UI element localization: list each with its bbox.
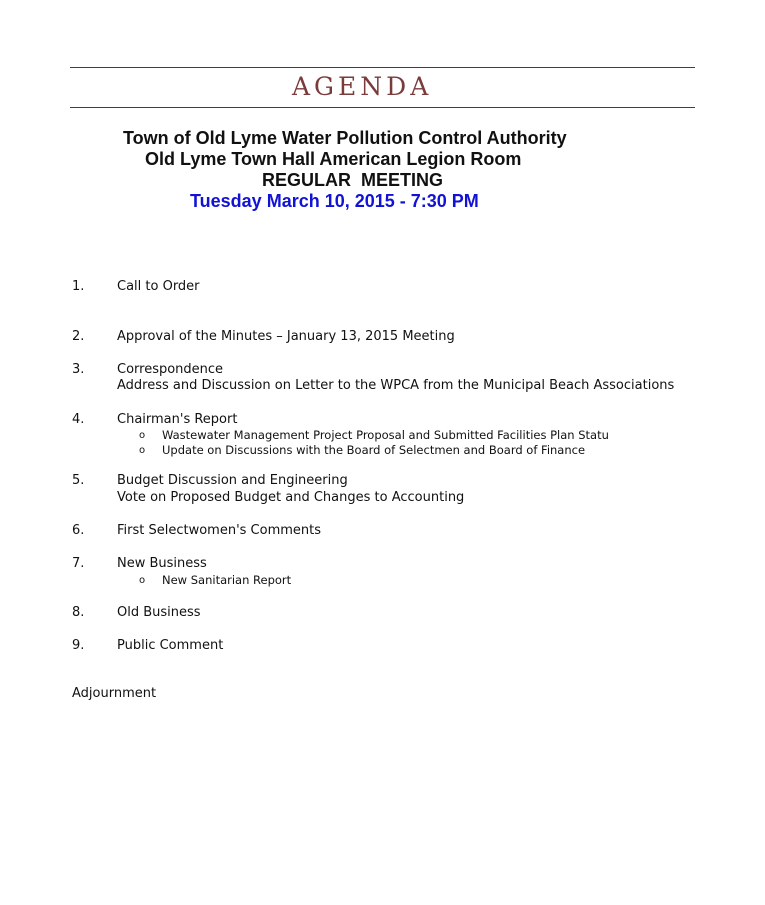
sub-item: Wastewater Management Project Proposal and Submitted Facilities Plan Statu	[162, 428, 609, 442]
item-number: 1.	[72, 279, 85, 294]
item-number: 2.	[72, 329, 85, 344]
bullet-icon: o	[139, 575, 146, 586]
item-number: 4.	[72, 412, 85, 427]
org-line: Town of Old Lyme Water Pollution Control Authority	[123, 128, 567, 148]
item-text: First Selectwomen's Comments	[117, 523, 322, 538]
location-line: Old Lyme Town Hall American Legion Room	[145, 149, 522, 169]
sub-item: New Sanitarian Report	[162, 573, 292, 587]
sub-item: Update on Discussions with the Board of Selectmen and Board of Finance	[162, 443, 586, 457]
top-rule	[70, 67, 695, 68]
item-text: Budget Discussion and Engineering	[117, 473, 348, 488]
item-number: 5.	[72, 473, 85, 488]
meeting-type: REGULAR MEETING	[262, 170, 444, 190]
item-detail: Vote on Proposed Budget and Changes to Accounting	[117, 490, 465, 505]
item-text: Old Business	[117, 605, 201, 620]
agenda-title: AGENDA	[292, 72, 433, 101]
bullet-icon: o	[139, 445, 146, 456]
item-text: Call to Order	[117, 279, 200, 294]
item-number: 3.	[72, 362, 85, 377]
item-number: 7.	[72, 556, 85, 571]
item-text: Public Comment	[117, 638, 224, 653]
item-detail: Address and Discussion on Letter to the WPCA from the Municipal Beach Associations	[117, 378, 675, 393]
adjournment: Adjournment	[72, 686, 157, 701]
item-text: Chairman's Report	[117, 412, 238, 427]
meeting-datetime: Tuesday March 10, 2015 - 7:30 PM	[190, 191, 479, 211]
bullet-icon: o	[139, 430, 146, 441]
bottom-rule	[70, 107, 695, 108]
item-text: Approval of the Minutes – January 13, 2015 Meeting	[117, 329, 455, 344]
item-number: 6.	[72, 523, 85, 538]
item-text: Correspondence	[117, 362, 224, 377]
item-text: New Business	[117, 556, 207, 571]
item-number: 8.	[72, 605, 85, 620]
item-number: 9.	[72, 638, 85, 653]
